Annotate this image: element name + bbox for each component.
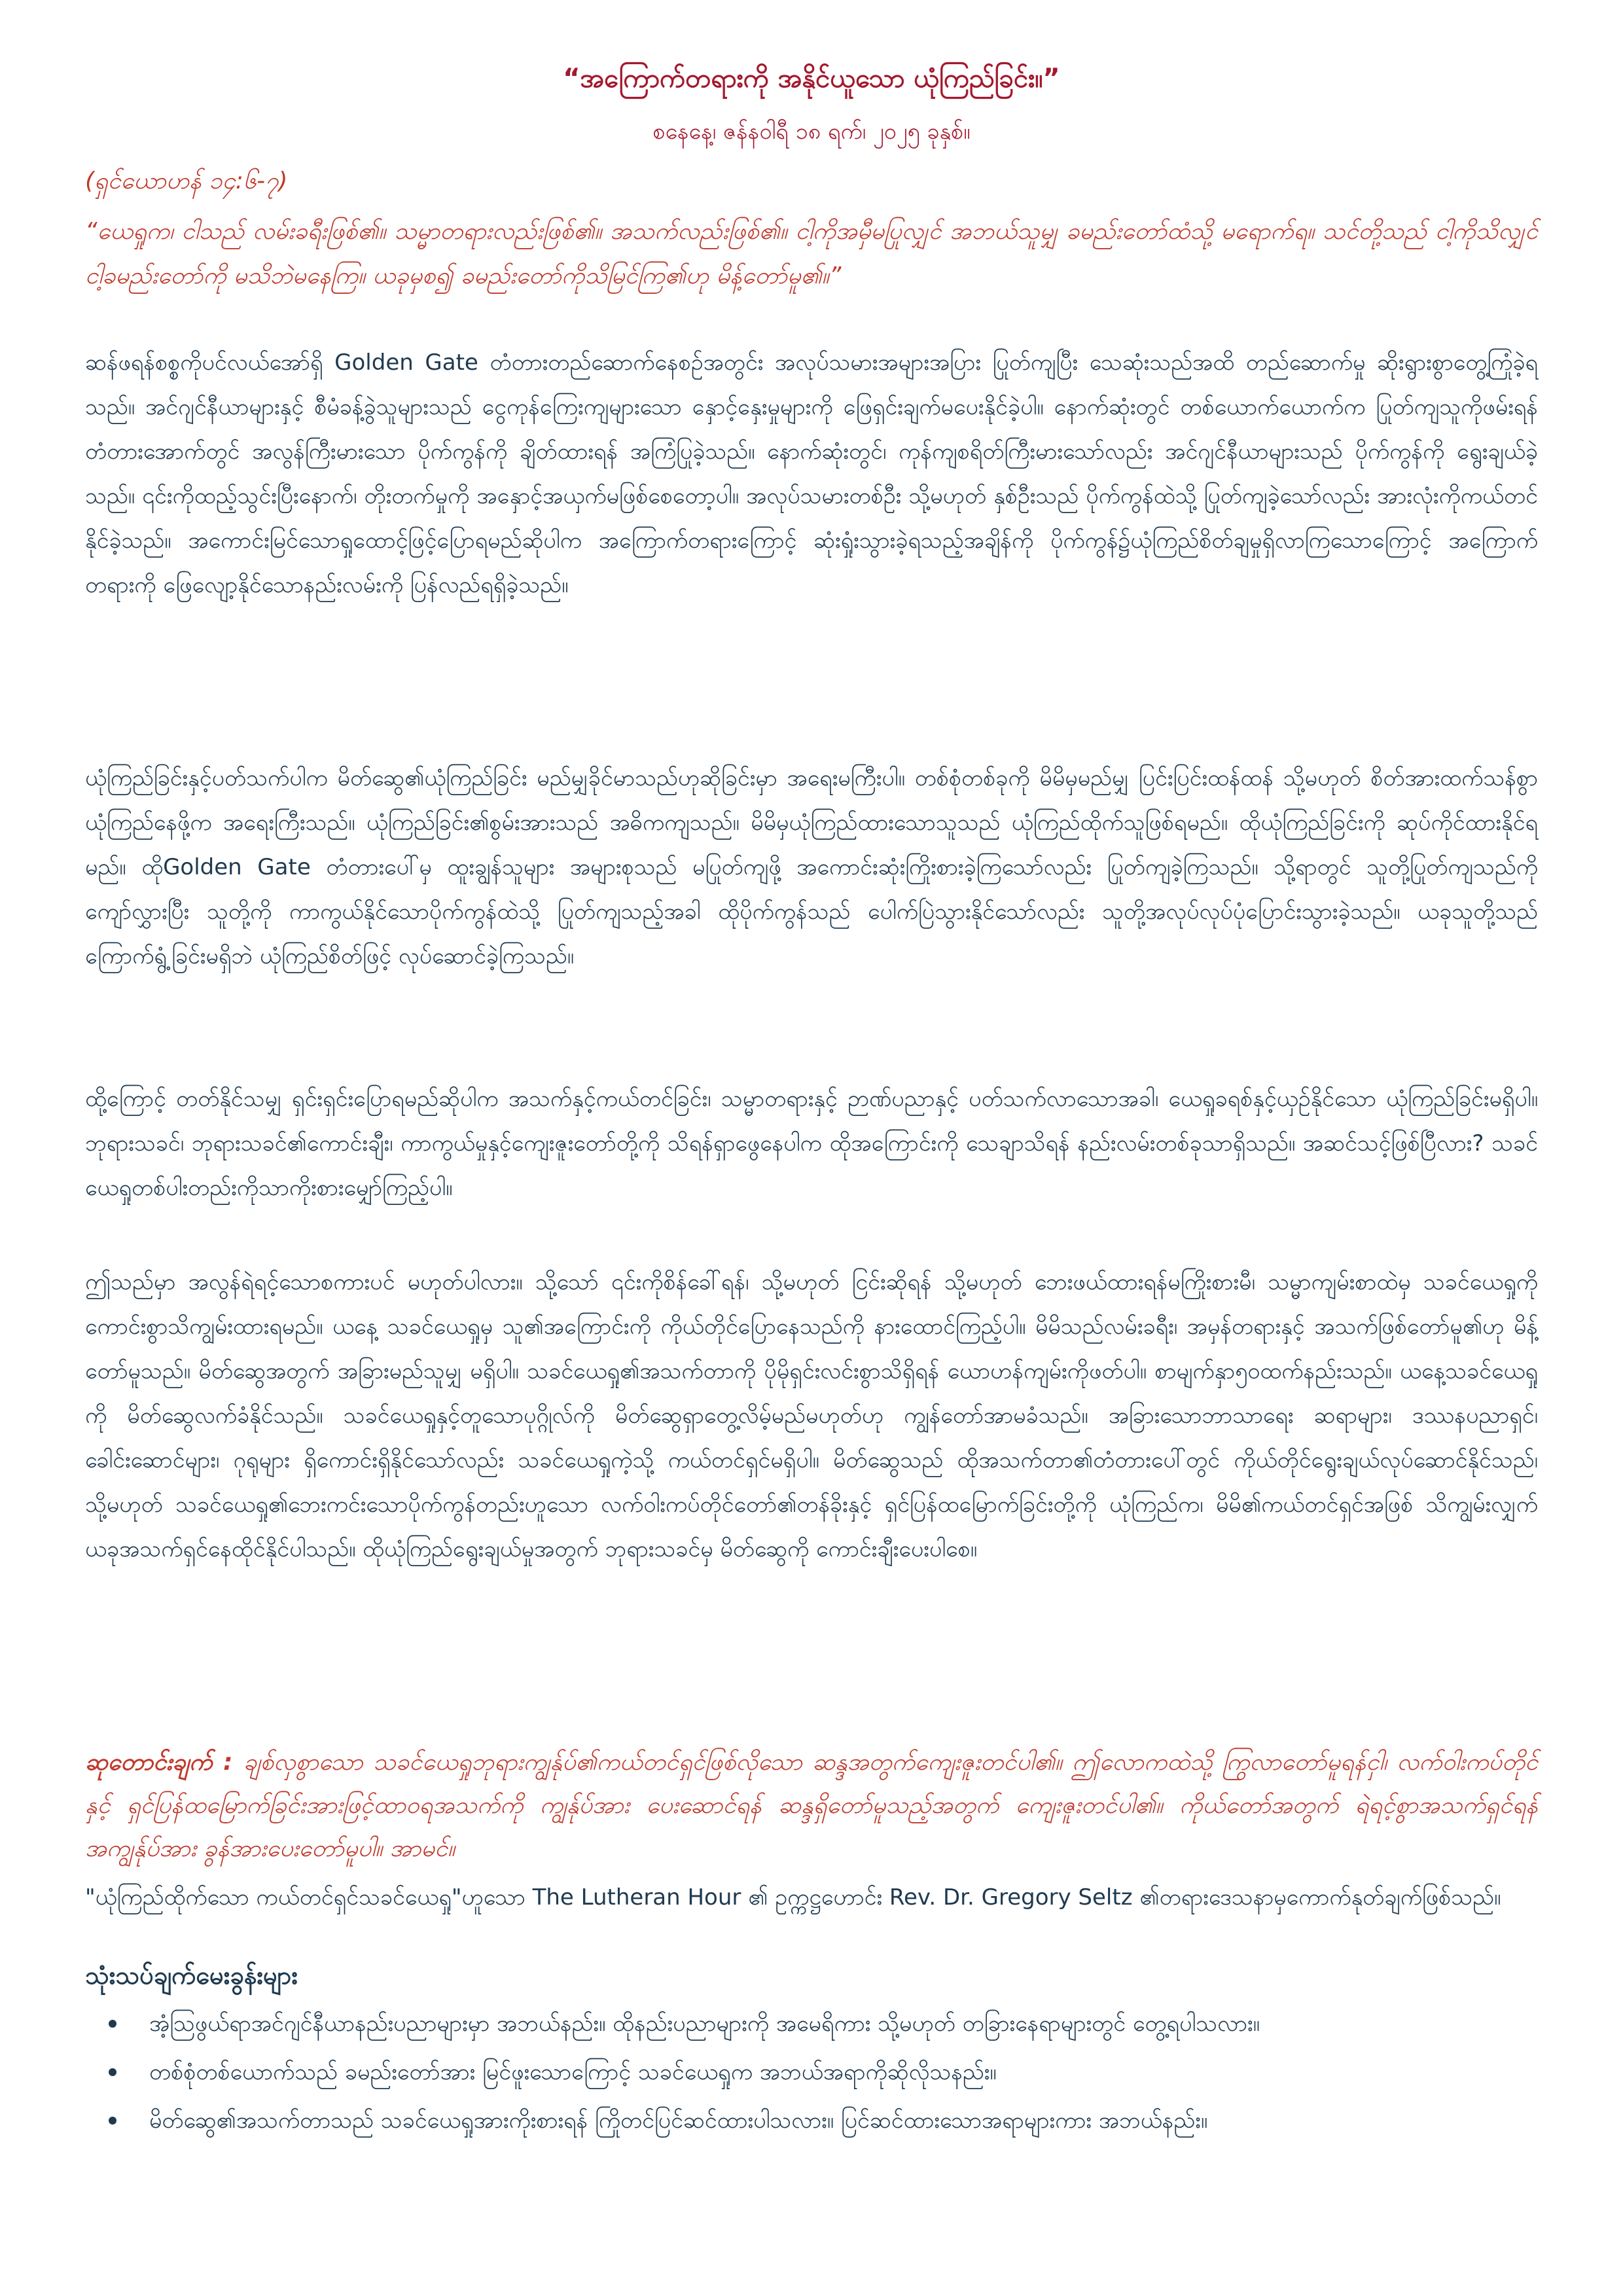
body-paragraph-2: ယုံကြည်ခြင်းနှင့်ပတ်သက်ပါက မိတ်ဆွေ၏ယုံကြည်ခြင်း မည်မျှခိုင်မာသည်ဟုဆိုခြင်းမှာ အရေးမကြီးပါ။ တစ်စုံတစ်ခုကို မိမိမှမည်မျှ ပြင်းပြင်းထန်ထန် သို့မဟုတ် စိတ်အားထက်သန်စွာ ယုံကြည်နေဖို့က အရေးကြီးသည်။ ယုံကြည်ခြင်း၏စွမ်းအားသည် အဓိကကျသည်။ မိမိမှယုံကြည်ထားသောသူသည် ယုံကြည်ထိုက်သူဖြစ်ရမည်။ ထိုယုံကြည်ခြင်းကို ဆုပ်ကိုင်ထားနိုင်ရမည်။ ထိုGolden Gate တံတားပေါ်မှ ထူးချွန်သူများ အများစုသည် မပြုတ်ကျဖို့ အကောင်းဆုံးကြိုးစားခဲ့ကြသော်လည်း ပြုတ်ကျခဲ့ကြသည်။ သို့ရာတွင် သူတို့ပြုတ်ကျသည်ကို ကျော်လွှားပြီး သူတို့ကို ကာကွယ်နိုင်သောပိုက်ကွန်ထဲသို့ ပြုတ်ကျသည့်အခါ ထိုပိုက်ကွန်သည် ပေါက်ပြဲသွားနိုင်သော်လည်း သူတို့အလုပ်လုပ်ပုံပြောင်းသွားခဲ့သည်။ ယခုသူတို့သည် ကြောက်ရွံ့ခြင်းမရှိဘဲ ယုံကြည်စိတ်ဖြင့် လုပ်ဆောင်ခဲ့ကြသည်။	[85, 765, 1538, 969]
bullet-icon	[109, 2020, 116, 2028]
bullet-icon	[109, 2068, 116, 2076]
prayer-separator: :	[212, 1749, 243, 1776]
sermon-credit: "ယုံကြည်ထိုက်သော ကယ်တင်ရှင်သခင်ယေရှု"ဟူသော The Lutheran Hour ၏ ဥက္ကဋ္ဌဟောင်း Rev. Dr. Gregory Seltz ၏တရားဒေသနာမှကောက်နုတ်ချက်ဖြစ်သည်။	[85, 1884, 1501, 1910]
list-item	[85, 2003, 1538, 2045]
questions-heading: သုံးသပ်ချက်မေးခွန်းများ	[85, 1961, 298, 1990]
body-paragraph-3: ထို့ကြောင့် တတ်နိုင်သမျှ ရှင်းရှင်းပြောရမည်ဆိုပါက အသက်နှင့်ကယ်တင်ခြင်း၊ သမ္မာတရားနှင့် ဉာဏ်ပညာနှင့် ပတ်သက်လာသောအခါ၊ ယေရှုခရစ်နှင့်ယှဉ်နိုင်သော ယုံကြည်ခြင်းမရှိပါ။ ဘုရားသခင်၊ ဘုရားသခင်၏ကောင်းချီး၊ ကာကွယ်မှုနှင့်ကျေးဇူးတော်တို့ကို သိရန်ရှာဖွေနေပါက ထိုအကြောင်းကို သေချာသိရန် နည်းလမ်းတစ်ခုသာရှိသည်။ အဆင်သင့်ဖြစ်ပြီလား? သခင်ယေရှုတစ်ပါးတည်းကိုသာကိုးစားမျှော်ကြည့်ပါ။	[85, 1086, 1538, 1201]
page-title: “အကြောက်တရားကို အနိုင်ယူသော ယုံကြည်ခြင်း။”	[563, 63, 1060, 94]
page-date: စနေနေ့၊ ဇန်နဝါရီ ၁၈ ရက်၊ ၂၀၂၅ ခုနှစ်။	[652, 118, 971, 145]
prayer-block	[85, 1741, 1538, 1871]
questions-list	[85, 2003, 1538, 2148]
scripture-reference: (ရှင်ယောဟန် ၁၄:၆-၇)	[85, 168, 288, 194]
body-paragraph-1: ဆန်ဖရန်စစ္စကိုပင်လယ်အော်ရှိ Golden Gate တံတားတည်ဆောက်နေစဉ်အတွင်း အလုပ်သမားအများအပြား ပြုတ်ကျပြီး သေဆုံးသည်အထိ တည်ဆောက်မှု ဆိုးရွားစွာတွေ့ကြုံခဲ့ရသည်။ အင်ဂျင်နီယာများနှင့် စီမံခန့်ခွဲသူများသည် ငွေကုန်ကြေးကျများသော နှောင့်နှေးမှုများကို ဖြေရှင်းချက်မပေးနိုင်ခဲ့ပါ။ နောက်ဆုံးတွင် တစ်ယောက်ယောက်က ပြုတ်ကျသူကိုဖမ်းရန် တံတားအောက်တွင် အလွန်ကြီးမားသော ပိုက်ကွန်ကို ချိတ်ထားရန် အကြံပြုခဲ့သည်။ နောက်ဆုံးတွင်၊ ကုန်ကျစရိတ်ကြီးမားသော်လည်း အင်ဂျင်နီယာများသည် ပိုက်ကွန်ကို ရွေးချယ်ခဲ့သည်။ ၎င်းကိုထည့်သွင်းပြီးနောက်၊ တိုးတက်မှုကို အနှောင့်အယှက်မဖြစ်စေတော့ပါ။ အလုပ်သမားတစ်ဦး သို့မဟုတ် နှစ်ဦးသည် ပိုက်ကွန်ထဲသို့ ပြုတ်ကျခဲ့သော်လည်း အားလုံးကိုကယ်တင်နိုင်ခဲ့သည်။ အကောင်းမြင်သောရှုထောင့်ဖြင့်ပြောရမည်ဆိုပါက အကြောက်တရားကြောင့် ဆုံးရှုံးသွားခဲ့ရသည့်အချိန်ကို ပိုက်ကွန်၌ယုံကြည်စိတ်ချမှုရှိလာကြသောကြောင့် အကြောက်တရားကို ဖြေလျော့နိုင်သောနည်းလမ်းကို ပြန်လည်ရရှိခဲ့သည်။	[85, 350, 1538, 598]
question-text: အံ့သြဖွယ်ရာအင်ဂျင်နီယာနည်းပညာများမှာ အဘယ်နည်း။ ထိုနည်းပညာများကို အမေရိကား သို့မဟုတ် တခြားနေရာများတွင် တွေ့ရပါသလား။	[149, 2011, 1260, 2037]
question-text: မိတ်ဆွေ၏အသက်တာသည် သခင်ယေရှုအားကိုးစားရန် ကြိုတင်ပြင်ဆင်ထားပါသလား။ ပြင်ဆင်ထားသောအရာများကား အဘယ်နည်း။	[149, 2108, 1208, 2134]
body-paragraph-4: ဤသည်မှာ အလွန်ရဲရင့်သောစကားပင် မဟုတ်ပါလား။ သို့သော် ၎င်းကိုစိန်ခေါ်ရန်၊ သို့မဟုတ် ငြင်းဆိုရန် သို့မဟုတ် ဘေးဖယ်ထားရန်မကြိုးစားမီ၊ သမ္မာကျမ်းစာထဲမှ သခင်ယေရှုကို ကောင်းစွာသိကျွမ်းထားရမည်။ ယနေ့ သခင်ယေရှုမှ သူ၏အကြောင်းကို ကိုယ်တိုင်ပြောနေသည်ကို နားထောင်ကြည့်ပါ။ မိမိသည်လမ်းခရီး၊ အမှန်တရားနှင့် အသက်ဖြစ်တော်မူ၏ဟု မိန့်တော်မူသည်။ မိတ်ဆွေအတွက် အခြားမည်သူမျှ မရှိပါ။ သခင်ယေရှု၏အသက်တာကို ပိုမိုရှင်းလင်းစွာသိရှိရန် ယောဟန်ကျမ်းကိုဖတ်ပါ။ စာမျက်နှာ၅၀ထက်နည်းသည်။ ယနေ့သခင်ယေရှုကို မိတ်ဆွေလက်ခံနိုင်သည်။ သခင်ယေရှုနှင့်တူသောပုဂ္ဂိုလ်ကို မိတ်ဆွေရှာတွေ့လိမ့်မည်မဟုတ်ဟု ကျွန်တော်အာမခံသည်။ အခြားသောဘာသာရေး ဆရာများ၊ ဒဿနပညာရှင်၊ ခေါင်းဆောင်များ၊ ဂုရုများ ရှိကောင်းရှိနိုင်သော်လည်း သခင်ယေရှုကဲ့သို့ ကယ်တင်ရှင်မရှိပါ။ မိတ်ဆွေသည် ထိုအသက်တာ၏တံတားပေါ်တွင် ကိုယ်တိုင်ရွေးချယ်လုပ်ဆောင်နိုင်သည်၊ သို့မဟုတ် သခင်ယေရှု၏ဘေးကင်းသောပိုက်ကွန်တည်းဟူသော လက်ဝါးကပ်တိုင်တော်၏တန်ခိုးနှင့် ရှင်ပြန်ထမြောက်ခြင်းတို့ကို ယုံကြည်က၊ မိမိ၏ကယ်တင်ရှင်အဖြစ် သိကျွမ်းလျှက် ယခုအသက်ရှင်နေထိုင်နိုင်ပါသည်။ ထိုယုံကြည်ရွေးချယ်မှုအတွက် ဘုရားသခင်မှ မိတ်ဆွေကို ကောင်းချီးပေးပါစေ။	[85, 1269, 1539, 1562]
bullet-icon	[109, 2117, 116, 2125]
list-item	[85, 2100, 1538, 2142]
scripture-verse: “ယေရှုက၊ ငါသည် လမ်းခရီးဖြစ်၏။ သမ္မာတရားလည်းဖြစ်၏။ အသက်လည်းဖြစ်၏။ ငါ့ကိုအမှီမပြုလျှင် အဘယ်သူမျှ ခမည်းတော်ထံသို့ မရောက်ရ။ သင်တို့သည် ငါ့ကိုသိလျှင်ငါ့ခမည်းတော်ကို မသိဘဲမနေကြ။ ယခုမှစ၍ ခမည်းတော်ကိုသိမြင်ကြ၏ဟု မိန့်တော်မူ၏။”	[85, 218, 1538, 289]
list-item	[85, 2051, 1538, 2093]
prayer-heading: ဆုတောင်းချက်	[85, 1749, 213, 1776]
prayer-text: ချစ်လှစွာသော သခင်ယေရှုဘုရားကျွန်ုပ်၏ကယ်တင်ရှင်ဖြစ်လိုသော ဆန္ဒအတွက်ကျေးဇူးတင်ပါ၏။ ဤလောကထဲသို့ ကြွလာတော်မူရန်ငှါ၊ လက်ဝါးကပ်တိုင်နှင့် ရှင်ပြန်ထမြောက်ခြင်းအားဖြင့်ထာဝရအသက်ကို ကျွန်ုပ်အား ပေးဆောင်ရန် ဆန္ဒရှိတော်မူသည့်အတွက် ကျေးဇူးတင်ပါ၏။ ကိုယ်တော်အတွက် ရဲရင့်စွာအသက်ရှင်ရန် အကျွန်ုပ်အား ခွန်အားပေးတော်မူပါ။ အာမင်။	[85, 1749, 1538, 1862]
question-text: တစ်စုံတစ်ယောက်သည် ခမည်းတော်အား မြင်ဖူးသောကြောင့် သခင်ယေရှုက အဘယ်အရာကိုဆိုလိုသနည်း။	[149, 2059, 997, 2085]
